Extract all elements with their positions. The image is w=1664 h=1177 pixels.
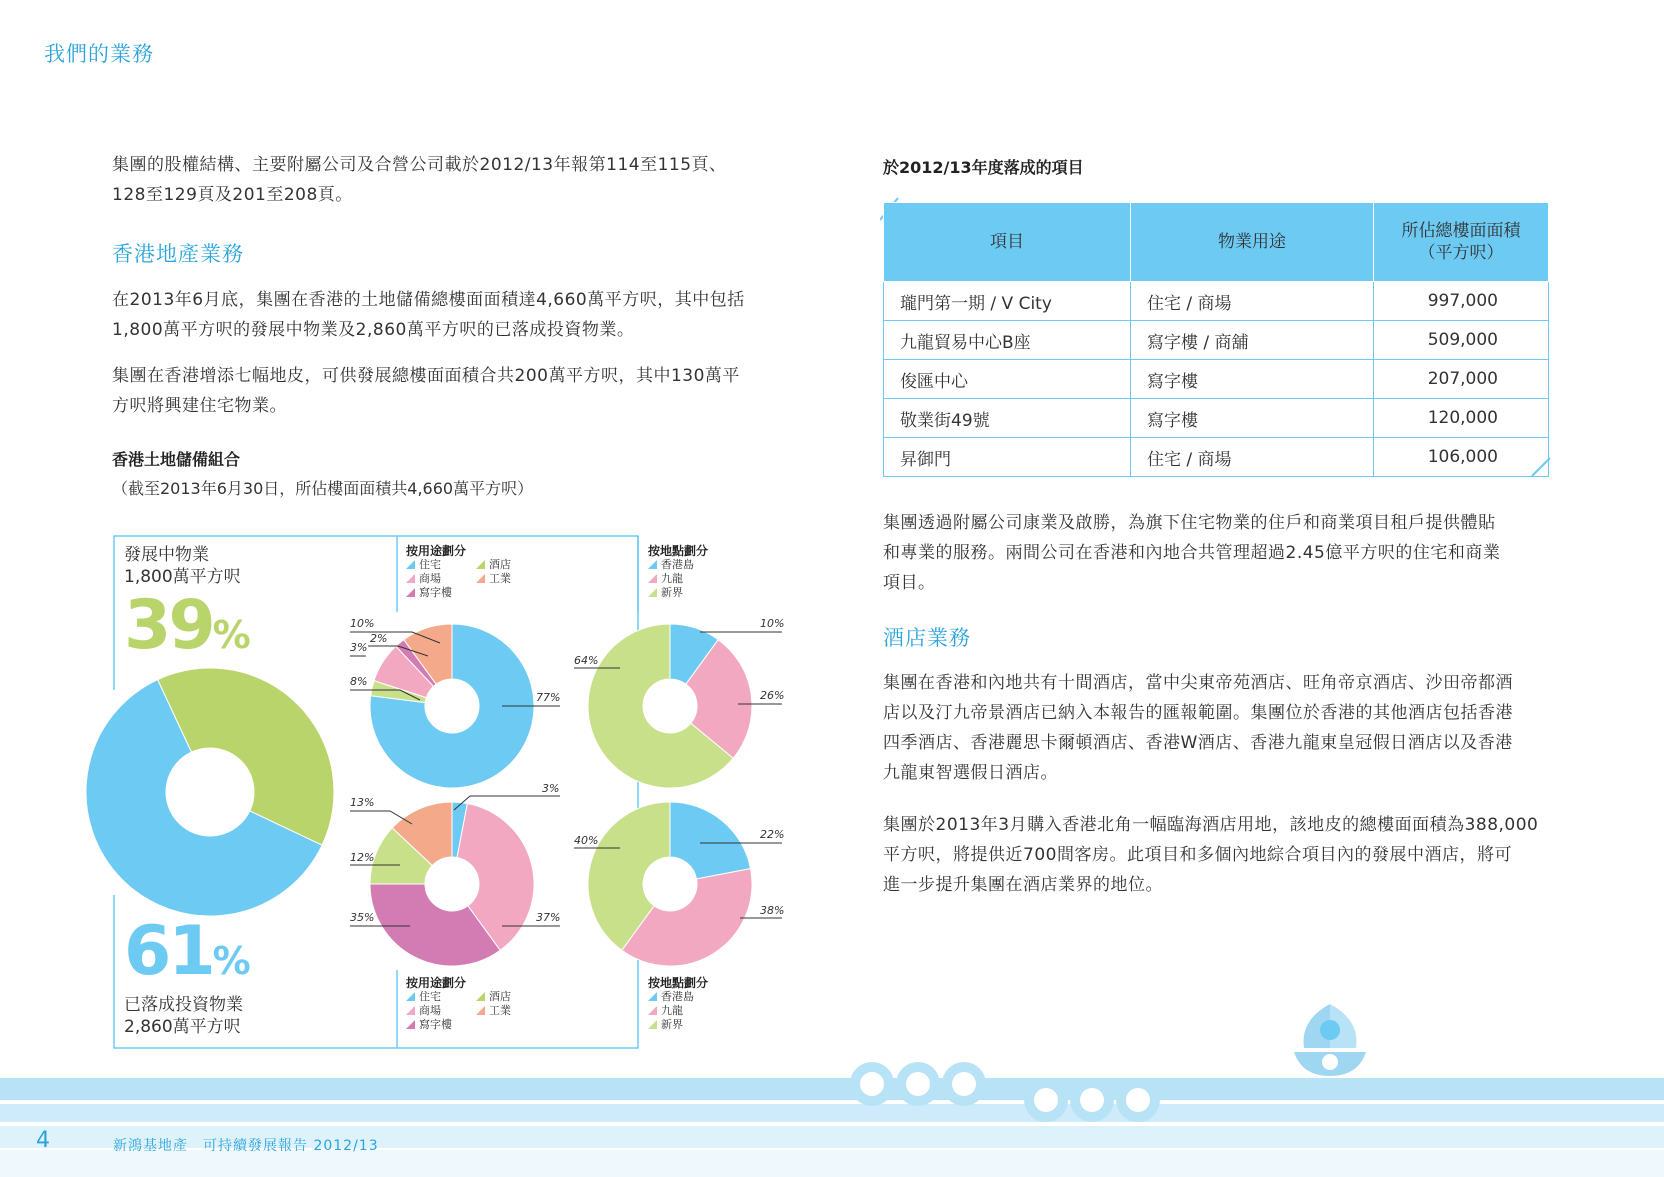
table-cell: 俊匯中心 <box>884 360 1131 399</box>
label-text: 已落成投資物業 <box>124 995 243 1015</box>
table-row <box>884 282 1549 321</box>
pct-label: 13% <box>350 796 375 809</box>
pct-label: 10% <box>350 617 375 630</box>
pct-label: 35% <box>350 911 375 924</box>
pct-label: 38% <box>760 904 785 917</box>
table-header: 項目 <box>884 203 1131 282</box>
text-line: 128至129頁及201至208頁。 <box>112 185 353 205</box>
legend-item: 商場 <box>406 1004 476 1018</box>
table-header: 所佔總樓面面積 （平方呎） <box>1374 203 1549 282</box>
label-text: 2,860萬平方呎 <box>124 1017 241 1037</box>
text-line: 四季酒店、香港麗思卡爾頓酒店、香港W酒店、香港九龍東皇冠假日酒店以及香港 <box>883 733 1513 753</box>
legend-title: 按地點劃分 <box>648 544 709 558</box>
text-line: 平方呎，將提供近700間客房。此項目和多個內地綜合項目內的發展中酒店，將可 <box>883 845 1512 865</box>
table-cell: 九龍貿易中心B座 <box>884 321 1131 360</box>
text-line: 九龍東智選假日酒店。 <box>883 763 1058 783</box>
boat-icon <box>1290 1000 1370 1082</box>
text-line: 集團透過附屬公司康業及啟勝，為旗下住宅物業的住戶和商業項目租戶提供體貼 <box>883 513 1496 533</box>
table-header: 物業用途 <box>1131 203 1374 282</box>
legend-item: 住宅 <box>406 558 476 572</box>
pct-label: 8% <box>350 675 368 688</box>
text-line: 1,800萬平方呎的發展中物業及2,860萬平方呎的已落成投資物業。 <box>112 320 635 340</box>
pct-label: 10% <box>760 617 785 630</box>
pct-number: 61 <box>124 912 213 991</box>
legend-item: 寫字樓 <box>406 586 476 600</box>
table-cell: 敬業街49號 <box>884 399 1131 438</box>
pct-sign: % <box>212 613 251 657</box>
legend-item: 寫字樓 <box>406 1018 476 1032</box>
legend-item: 住宅 <box>406 990 476 1004</box>
legend-item: 香港島 <box>648 558 708 572</box>
legend-item: 香港島 <box>648 990 708 1004</box>
text-line: 集團於2013年3月購入香港北角一幅臨海酒店用地，該地皮的總樓面面積為388,000 <box>883 815 1539 835</box>
pct-label: 22% <box>760 828 785 841</box>
table-cell: 瓏門第一期 / V City <box>884 282 1131 321</box>
chart-subtitle: （截至2013年6月30日，所佔樓面面積共4,660萬平方呎） <box>112 479 534 498</box>
pct-label: 3% <box>542 782 560 795</box>
table-cell: 120,000 <box>1374 399 1549 438</box>
legend-item: 九龍 <box>648 572 708 586</box>
pct-number: 39 <box>124 586 213 665</box>
table-cell: 昇御門 <box>884 438 1131 477</box>
legend-item: 新界 <box>648 1018 708 1032</box>
page-section-title: 我們的業務 <box>44 42 154 66</box>
text-line: 集團在香港和內地共有十間酒店，當中尖東帝苑酒店、旺角帝京酒店、沙田帝都酒 <box>883 673 1513 693</box>
table-title: 於2012/13年度落成的項目 <box>883 158 1084 177</box>
page-number: 4 <box>36 1128 50 1153</box>
legend-item: 新界 <box>648 586 708 600</box>
pct-label: 77% <box>536 691 561 704</box>
table-cell: 寫字樓 / 商舖 <box>1131 321 1374 360</box>
table-cell: 207,000 <box>1374 360 1549 399</box>
text-line: 進一步提升集團在酒店業界的地位。 <box>883 875 1163 895</box>
legend-item: 九龍 <box>648 1004 708 1018</box>
table-row <box>884 360 1549 399</box>
legend-item: 商場 <box>406 572 476 586</box>
legend-item: 酒店 <box>476 558 546 572</box>
footer-report-title: 新鴻基地產 可持續發展報告 2012/13 <box>113 1138 379 1154</box>
hotel-paragraph-2 <box>883 810 1583 900</box>
chart-title: 香港土地儲備組合 <box>112 450 241 469</box>
table-cell: 住宅 / 商場 <box>1131 282 1374 321</box>
pct-label: 64% <box>574 654 599 667</box>
label-text: 發展中物業 <box>124 545 209 565</box>
text-line: 方呎將興建住宅物業。 <box>112 396 287 416</box>
hk-property-heading: 香港地產業務 <box>112 242 244 266</box>
text-line: 和專業的服務。兩間公司在香港和內地合共管理超過2.45億平方呎的住宅和商業 <box>883 543 1501 563</box>
table-cell: 997,000 <box>1374 282 1549 321</box>
completed-projects-table <box>883 202 1549 477</box>
text-line: 店以及汀九帝景酒店已納入本報告的匯報範圍。集團位於香港的其他酒店包括香港 <box>883 703 1513 723</box>
hotel-heading: 酒店業務 <box>883 626 971 650</box>
legend-item: 工業 <box>476 572 546 586</box>
text-line: 項目。 <box>883 573 936 593</box>
pct-sign: % <box>212 939 251 983</box>
table-cell: 住宅 / 商場 <box>1131 438 1374 477</box>
legend-title: 按用途劃分 <box>406 976 467 990</box>
pct-label: 26% <box>760 689 785 702</box>
text-line: 集團在香港增添七幅地皮，可供發展總樓面面積合共200萬平方呎，其中130萬平 <box>112 366 740 386</box>
pct-label: 37% <box>536 911 561 924</box>
table-cell: 106,000 <box>1374 438 1549 477</box>
table-row <box>884 321 1549 360</box>
legend-title: 按地點劃分 <box>648 976 709 990</box>
legend-item: 酒店 <box>476 990 546 1004</box>
legend-item: 工業 <box>476 1004 546 1018</box>
table-cell: 寫字樓 <box>1131 399 1374 438</box>
table-row <box>884 438 1549 477</box>
pct-label: 40% <box>574 834 599 847</box>
hotel-paragraph-1 <box>883 668 1583 788</box>
table-corner-deco <box>1530 456 1552 478</box>
legend-title: 按用途劃分 <box>406 544 467 558</box>
label-text: 1,800萬平方呎 <box>124 567 241 587</box>
table-row <box>884 399 1549 438</box>
table-cell: 509,000 <box>1374 321 1549 360</box>
pct-label: 2% <box>370 632 388 645</box>
pct-label: 3% <box>350 641 368 654</box>
table-cell: 寫字樓 <box>1131 360 1374 399</box>
text-line: 集團的股權結構、主要附屬公司及合營公司載於2012/13年報第114至115頁、 <box>112 155 727 175</box>
text-line: 在2013年6月底，集團在香港的土地儲備總樓面面積達4,660萬平方呎，其中包括 <box>112 290 745 310</box>
property-mgmt-paragraph <box>883 508 1583 598</box>
pct-label: 12% <box>350 851 375 864</box>
